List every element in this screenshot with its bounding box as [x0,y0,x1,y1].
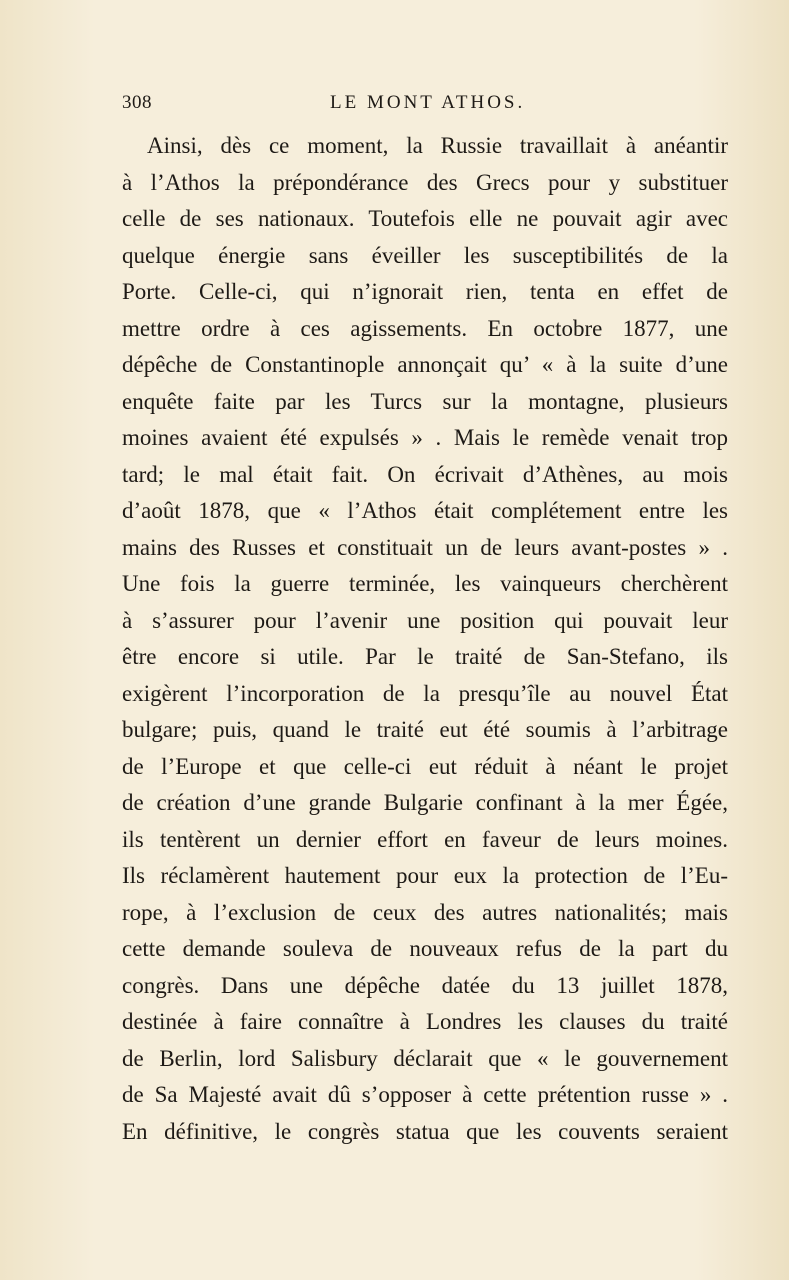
text-line: de Sa Majesté avait dû s’opposer à cette prétention russe » . [122,1082,728,1107]
text-line: de l’Europe et que celle-ci eut réduit à néant le projet [122,753,728,779]
text-line: tard; le mal était fait. On écrivait d’Athènes, au mois [122,461,728,487]
running-title: LE MONT ATHOS. [330,92,526,113]
text-line: à s’assurer pour l’avenir une position qui pouvait leur [122,607,728,633]
text-line: cette demande souleva de nouveaux refus de la part du [122,936,728,961]
text-line: exigèrent l’incorporation de la presqu’île au nouvel État [122,680,728,706]
text-line: Porte. Celle-ci, qui n’ignorait rien, tenta en effet de [122,279,728,304]
text-line: mains des Russes et constituait un de leurs avant-postes » . [122,534,728,560]
text-line: destinée à faire connaître à Londres les clauses du traité [122,1009,728,1034]
text-line: d’août 1878, que « l’Athos était complétement entre les [122,498,728,523]
text-line: quelque énergie sans éveiller les susceptibilités de la [122,242,728,268]
text-line: Ils réclamèrent hautement pour eux la protection de l’Eu- [122,863,728,888]
text-line: ils tentèrent un dernier effort en faveur de leurs moines. [122,826,728,852]
page-number: 308 [122,92,152,113]
text-line: Une fois la guerre terminée, les vainqueurs cherchèrent [122,571,728,596]
text-line: de création d’une grande Bulgarie confinant à la mer Égée, [122,790,728,815]
text-line: mettre ordre à ces agissements. En octobre 1877, une [122,315,728,341]
body-text [122,128,728,1150]
text-line: à l’Athos la prépondérance des Grecs pour y substituer [122,169,728,195]
text-line: enquête faite par les Turcs sur la montagne, plusieurs [122,388,728,414]
text-line: rope, à l’exclusion de ceux des autres nationalités; mais [122,899,728,925]
text-line: être encore si utile. Par le traité de San-Stefano, ils [122,644,728,669]
text-line: de Berlin, lord Salisbury déclarait que « le gouvernement [122,1045,728,1071]
text-line: Ainsi, dès ce moment, la Russie travaillait à anéantir [147,133,728,158]
text-line: moines avaient été expulsés » . Mais le remède venait trop [122,425,728,450]
text-line: celle de ses nationaux. Toutefois elle ne pouvait agir avec [122,206,728,231]
page-header [122,92,732,118]
text-line: bulgare; puis, quand le traité eut été soumis à l’arbitrage [122,717,728,742]
text-line: En définitive, le congrès statua que les couvents seraient [122,1118,728,1144]
text-line: congrès. Dans une dépêche datée du 13 juillet 1878, [122,972,728,998]
text-line: dépêche de Constantinople annonçait qu’ « à la suite d’une [122,352,728,377]
